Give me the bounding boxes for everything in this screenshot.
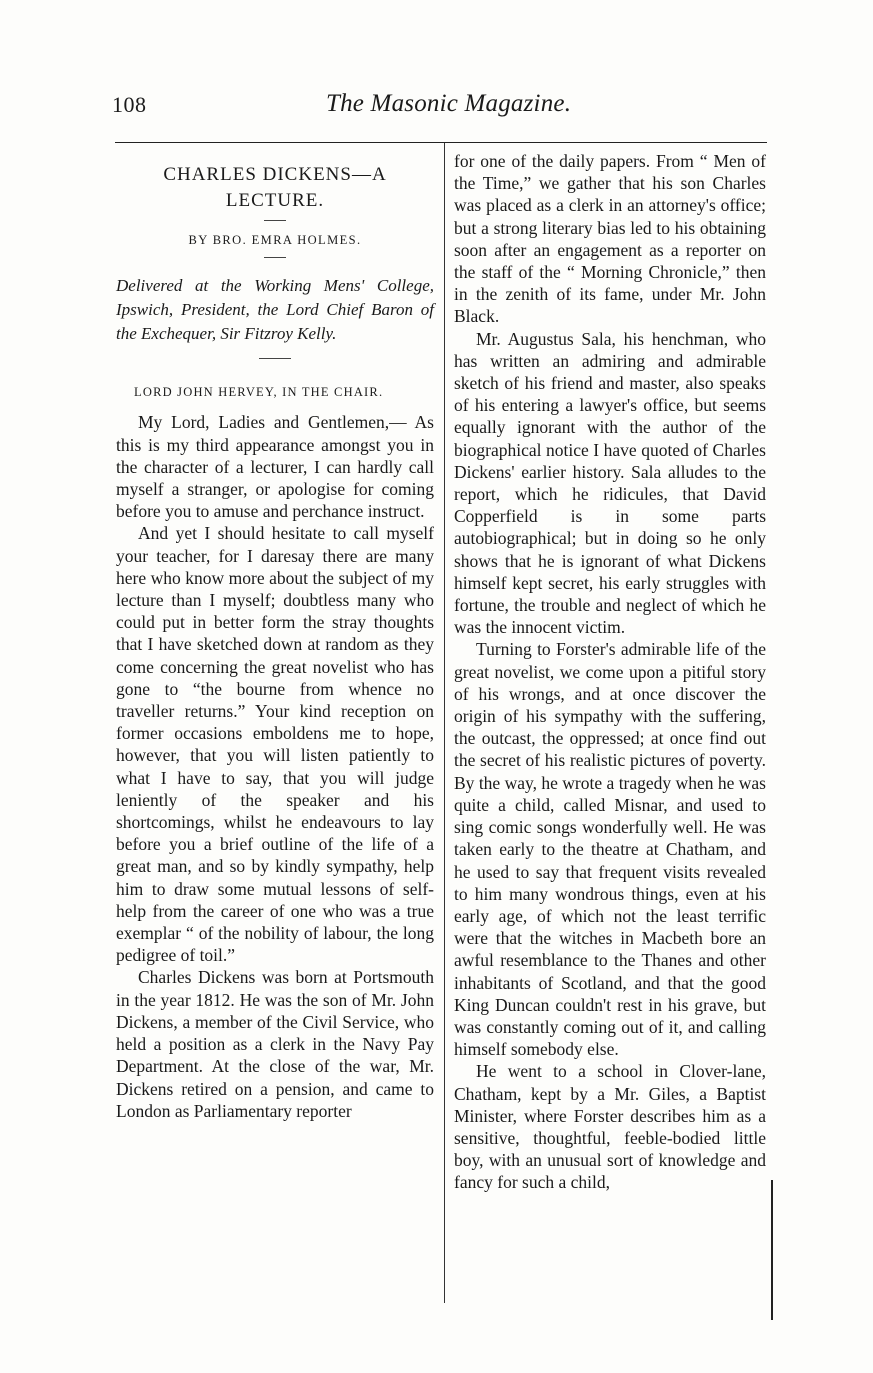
running-title: The Masonic Magazine.	[326, 90, 572, 117]
delivery-dash	[259, 358, 291, 359]
chair-note: LORD JOHN HERVEY, IN THE CHAIR.	[134, 385, 384, 400]
header-rule	[115, 142, 767, 143]
page-header	[112, 92, 768, 132]
paragraph: for one of the daily papers. From “ Men of the Time,” we gather that his son Charles was placed as a clerk in an attorney's office; but a strong literary bias led to his obtaining soon after an engagement as a reporter on the staff of the “ Morning Chronicle,” then in the zenith of its fame, under Mr. John Black.	[454, 151, 766, 327]
paragraph: He went to a school in Clover-lane, Chatham, kept by a Mr. Giles, a Baptist Minister, where Forster describes him as a sensitive, thoughtful, feeble-bodied little boy, with an unusual sort of knowledge and fancy for such a child,	[454, 1061, 766, 1193]
title-dash	[264, 220, 286, 221]
paragraph: And yet I should hesitate to call myself your teacher, for I daresay there are many here who know more about the subject of my lecture than I myself; doubtless many who could put in better form the stray thoughts that I have sketched down at random as they come concerning the great novelist who has gone to “the bourne from whence no traveller returns.” Your kind reception on former occasions emboldens me to hope, however, that you will listen patiently to what I have to say, that you will judge leniently of the speaker and his shortcomings, whilst he endeavours to lay before you a brief outline of the life of a great man, and so by kindly sympathy, help him to draw some mutual lessons of self-help from the career of one who was a true exemplar “ of the nobility of labour, the long pedigree of toil.”	[116, 523, 434, 966]
paragraph: My Lord, Ladies and Gentlemen,— As this is my third appearance amongst you in the character of a lecturer, I can hardly call myself a stranger, or apologise for coming before you to amuse and perchance instruct.	[116, 412, 434, 522]
column-divider	[444, 143, 445, 1303]
page-edge-mark	[771, 1180, 773, 1320]
page-number: 108	[112, 92, 147, 117]
right-column	[454, 150, 766, 1194]
left-column	[116, 150, 434, 1122]
paragraph: Charles Dickens was born at Portsmouth in the year 1812. He was the son of Mr. John Dickens, a member of the Civil Service, who held a position as a clerk in the Navy Pay Department. At the close of the war, Mr. Dickens retired on a pension, and came to London as Parliamentary reporter	[116, 967, 434, 1121]
article-title-line-1: CHARLES DICKENS—A	[163, 164, 387, 185]
article-title	[116, 162, 434, 214]
article-title-line-2: LECTURE.	[225, 190, 325, 211]
byline-dash	[264, 257, 286, 258]
paragraph: Turning to Forster's admirable life of the great novelist, we come upon a pitiful story of his wrongs, and at once discover the origin of his sympathy with the suffering, the outcast, the oppressed; at once find out the secret of his realistic pictures of poverty. By the way, he wrote a tragedy when he was quite a child, called Misnar, and used to sing comic songs wonderfully well. He was taken early to the theatre at Chatham, and he used to say that frequent visits revealed to him many wondrous things, even at his early age, of which not the least terrific were that the witches in Macbeth bore an awful resemblance to the Thanes and other inhabitants of Scotland, and that the good King Duncan couldn't rest in his grave, but was constantly coming out of it, and calling himself somebody else.	[454, 639, 766, 1060]
paragraph: Mr. Augustus Sala, his henchman, who has written an admiring and admirable sketch of his friend and master, also speaks of his entering a lawyer's office, but seems equally ignorant with the author of the biographical notice I have quoted of Charles Dickens' earlier history. Sala alludes to the report, which he ridicules, that David Copperfield is in some parts autobiographical; but in doing so he only shows that he is ignorant of what Dickens himself kept secret, his early struggles with fortune, the trouble and neglect of which he was the innocent victim.	[454, 328, 766, 638]
byline: BY BRO. EMRA HOLMES.	[188, 233, 362, 247]
delivery-note: Delivered at the Working Mens' College, Ipswich, President, the Lord Chief Baron of the Exchequer, Sir Fitzroy Kelly.	[116, 276, 434, 344]
